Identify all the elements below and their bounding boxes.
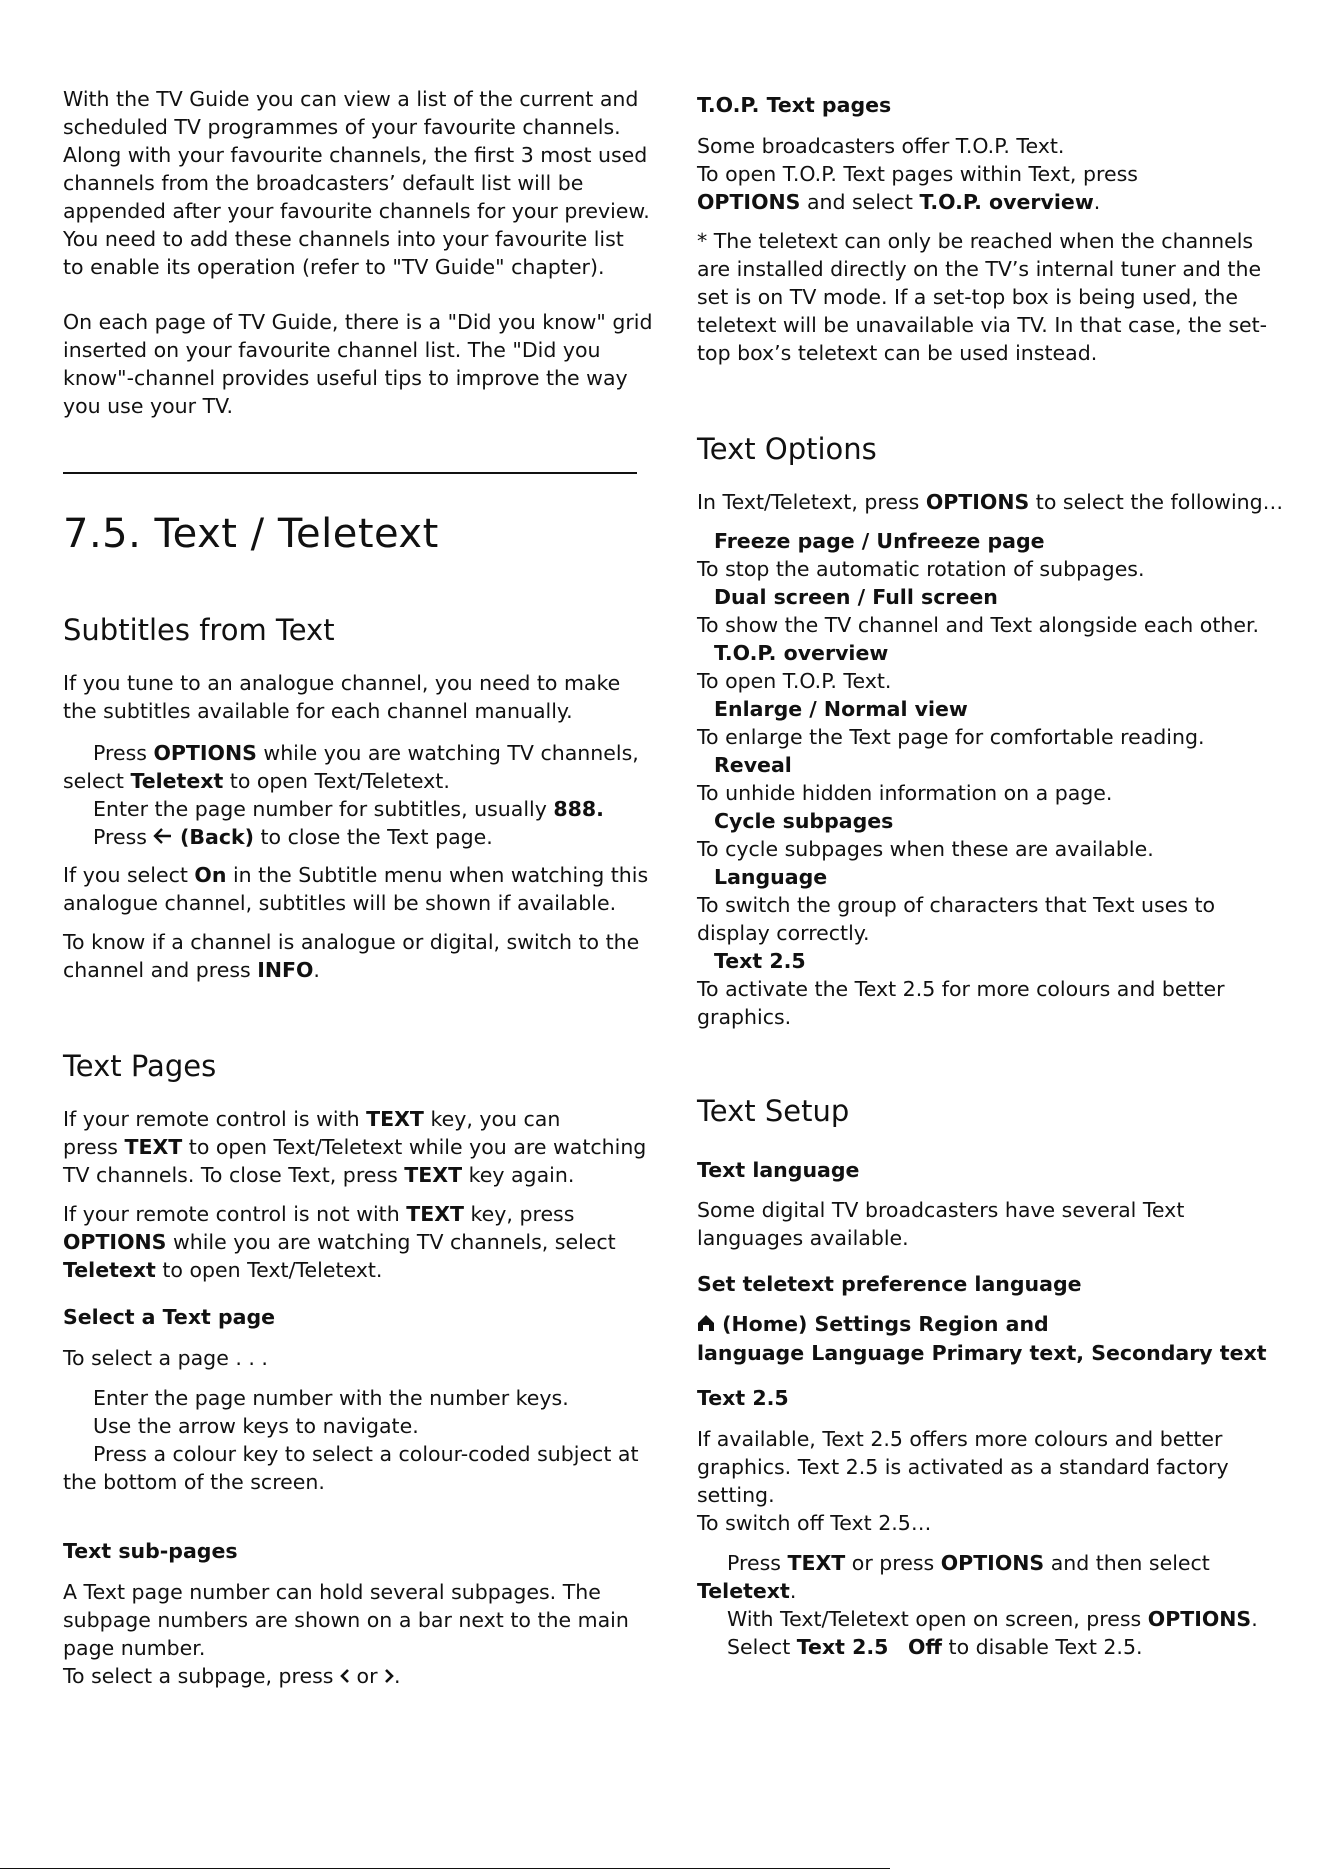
subtitles-steps	[63, 739, 639, 852]
text-line: Along with your favourite channels, the first 3 most used	[63, 143, 648, 167]
text-sub-pages-heading: Text sub-pages	[63, 1539, 238, 1563]
text-line: to enable its operation (refer to "TV Guide" chapter).	[63, 255, 605, 279]
step-line: Press TEXT or press OPTIONS and then select	[727, 1551, 1210, 1575]
option-desc: To unhide hidden information on a page.	[697, 781, 1113, 805]
step-line: Teletext.	[697, 1579, 797, 1603]
option-desc: graphics.	[697, 1005, 792, 1029]
text-pages-heading: Text Pages	[63, 1049, 217, 1083]
option-title: T.O.P. overview	[714, 641, 889, 665]
step-line: Press (Back) to close the Text page.	[63, 823, 639, 852]
intro-paragraph-2	[63, 308, 653, 420]
step-line: Enter the page number with the number keys.	[93, 1386, 569, 1410]
option-desc: To open T.O.P. Text.	[697, 669, 892, 693]
text-options-intro: In Text/Teletext, press OPTIONS to select the following…	[697, 490, 1284, 514]
text-options-list	[697, 527, 1259, 1031]
option-desc: To show the TV channel and Text alongside each other.	[697, 613, 1260, 637]
step-line: Press OPTIONS while you are watching TV channels,	[93, 741, 639, 765]
text-25-paragraph: If available, Text 2.5 offers more colours and better graphics. Text 2.5 is activated as a standard factory setting. To switch off Text 2.5…	[697, 1427, 1229, 1535]
text-line: If you tune to an analogue channel, you need to make	[63, 671, 621, 695]
text-line: On each page of TV Guide, there is a "Did you know" grid	[63, 310, 653, 334]
text-language-heading: Text language	[697, 1158, 860, 1182]
text-language-paragraph: Some digital TV broadcasters have several Text languages available.	[697, 1198, 1185, 1250]
option-title: Cycle subpages	[714, 809, 894, 833]
chapter-title: 7.5. Text / Teletext	[63, 511, 439, 557]
text-line: scheduled TV programmes of your favourite channels.	[63, 115, 621, 139]
text-line: channels from the broadcasters’ default list will be	[63, 171, 584, 195]
intro-paragraph-1	[63, 85, 650, 281]
text-line: inserted on your favourite channel list. The "Did you	[63, 338, 601, 362]
select-steps	[63, 1384, 638, 1496]
teletext-note: * The teletext can only be reached when the channels are installed directly on the TV’s internal tuner and the set is on TV mode. If a set-top box is being used, the teletext will be unavailable via TV. In that case, the set- top box’s teletext can be used instead.	[697, 229, 1268, 365]
option-desc: To stop the automatic rotation of subpages.	[697, 557, 1145, 581]
footer-rule	[0, 1868, 890, 1869]
chevron-right-icon	[384, 1663, 394, 1691]
text-25-steps	[697, 1549, 1258, 1661]
text-line: You need to add these channels into your favourite list	[63, 227, 624, 251]
option-desc: To activate the Text 2.5 for more colours and better	[697, 977, 1225, 1001]
text-line: With the TV Guide you can view a list of the current and	[63, 87, 639, 111]
option-title: Enlarge / Normal view	[714, 697, 968, 721]
settings-path: (Home) Settings Region and language Language Primary text, Secondary text	[697, 1312, 1267, 1365]
step-line: select Teletext to open Text/Teletext.	[63, 769, 450, 793]
top-text-paragraph: Some broadcasters offer T.O.P. Text. To open T.O.P. Text pages within Text, press OPTIONS and select T.O.P. overview.	[697, 134, 1138, 214]
step-line: Select Text 2.5 Off to disable Text 2.5.	[727, 1635, 1143, 1659]
option-desc: To cycle subpages when these are available.	[697, 837, 1154, 861]
select-text-page-intro: To select a page . . .	[63, 1346, 268, 1370]
option-title: Reveal	[714, 753, 792, 777]
option-title: Dual screen / Full screen	[714, 585, 998, 609]
subtitles-paragraph	[63, 669, 620, 725]
option-title: Text 2.5	[714, 949, 806, 973]
option-desc: To enlarge the Text page for comfortable reading.	[697, 725, 1205, 749]
text-pages-paragraph-2: If your remote control is not with TEXT key, press OPTIONS while you are watching TV channels, select Teletext to open Text/Teletext.	[63, 1202, 616, 1282]
option-desc: display correctly.	[697, 921, 870, 945]
step-line: With Text/Teletext open on screen, press OPTIONS.	[727, 1607, 1258, 1631]
step-line: Enter the page number for subtitles, usually 888.	[93, 797, 604, 821]
home-icon	[697, 1311, 715, 1339]
option-title: Freeze page / Unfreeze page	[714, 529, 1045, 553]
subtitles-on-paragraph: If you select On in the Subtitle menu when watching this analogue channel, subtitles will be shown if available.	[63, 863, 649, 915]
text-setup-heading: Text Setup	[697, 1094, 850, 1128]
top-text-pages-heading: T.O.P. Text pages	[697, 93, 892, 117]
text-25-heading: Text 2.5	[697, 1386, 789, 1410]
step-line: the bottom of the screen.	[63, 1470, 325, 1494]
text-line: know"-channel provides useful tips to improve the way	[63, 366, 628, 390]
text-line: the subtitles available for each channel manually.	[63, 699, 573, 723]
option-desc: To switch the group of characters that Text uses to	[697, 893, 1216, 917]
step-line: Press a colour key to select a colour-coded subject at	[93, 1442, 639, 1466]
select-text-page-heading: Select a Text page	[63, 1305, 276, 1329]
text-options-heading: Text Options	[697, 432, 877, 466]
text-line: you use your TV.	[63, 394, 234, 418]
analogue-digital-paragraph: To know if a channel is analogue or digital, switch to the channel and press INFO.	[63, 930, 640, 982]
text-sub-pages-paragraph: A Text page number can hold several subpages. The subpage numbers are shown on a bar next to the main page number. To select a subpage, press or .	[63, 1578, 629, 1691]
chevron-left-icon	[340, 1663, 350, 1691]
text-pages-paragraph-1: If your remote control is with TEXT key, you can press TEXT to open Text/Teletext while you are watching TV channels. To close Text, press TEXT key again.	[63, 1107, 647, 1187]
subtitles-heading: Subtitles from Text	[63, 613, 335, 647]
step-line: Use the arrow keys to navigate.	[93, 1414, 419, 1438]
text-line: appended after your favourite channels for your preview.	[63, 199, 650, 223]
option-title: Language	[714, 865, 828, 889]
preference-language-heading: Set teletext preference language	[697, 1272, 1082, 1296]
section-divider	[63, 472, 637, 474]
back-arrow-icon	[153, 824, 173, 852]
